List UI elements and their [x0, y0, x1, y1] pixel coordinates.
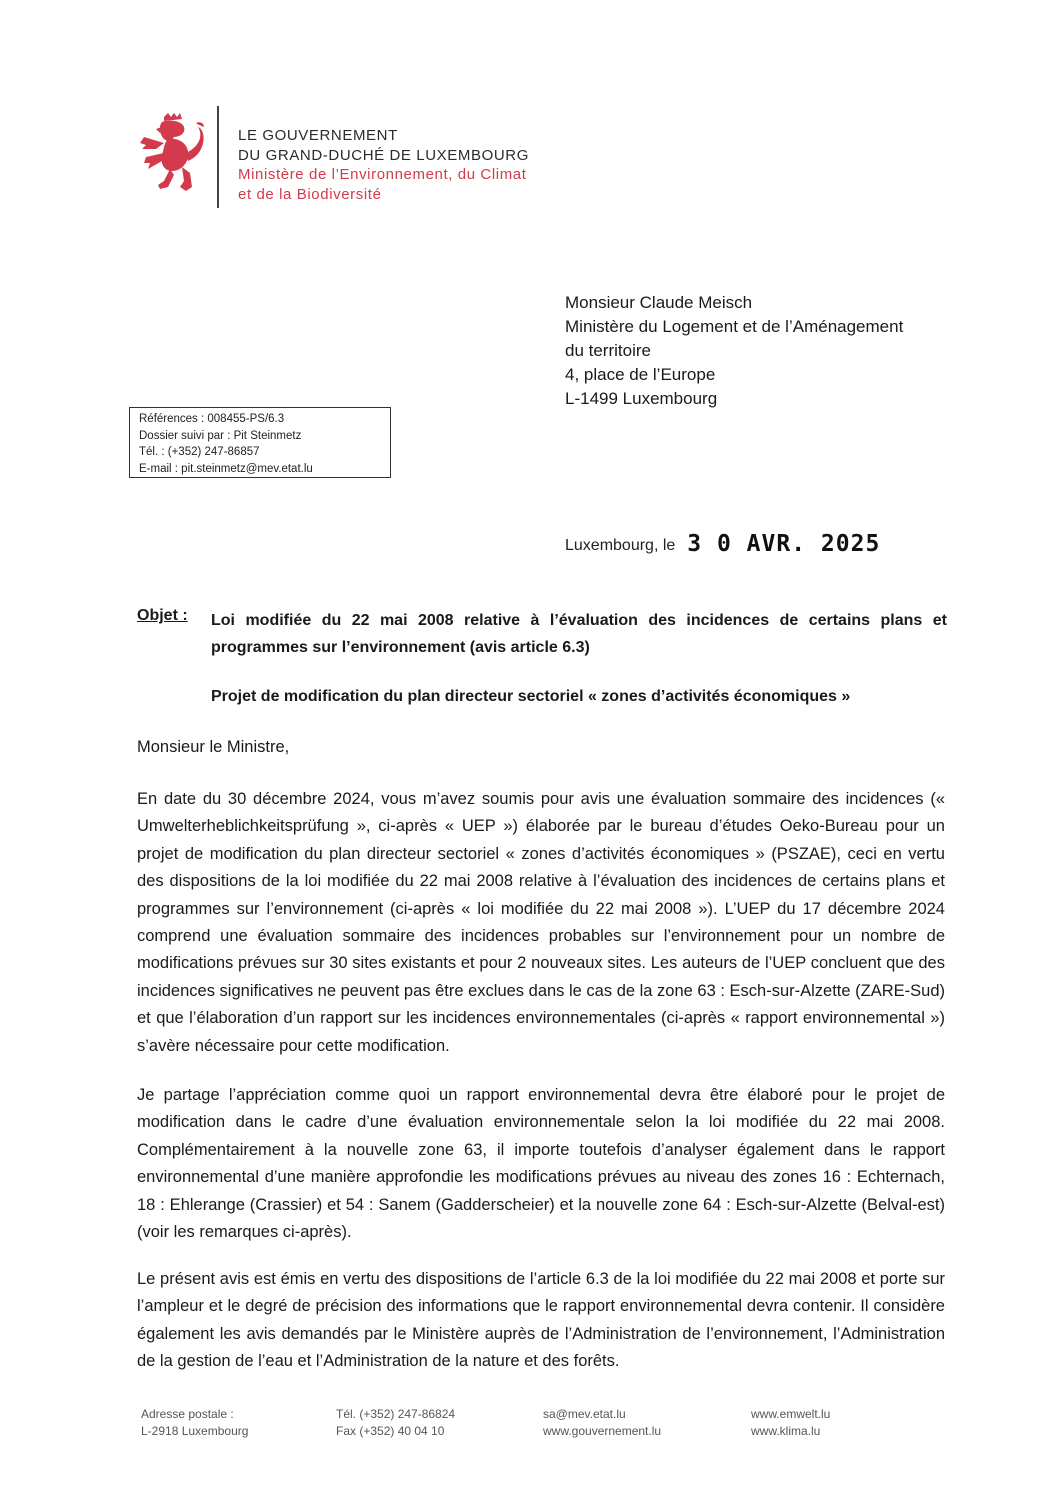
footer-web-gouvernement: www.gouvernement.lu: [543, 1424, 662, 1438]
footer-web-emwelt: www.emwelt.lu: [751, 1407, 831, 1421]
footer-tel: Tél. (+352) 247-86824: [336, 1407, 456, 1421]
ministry-line-1: Ministère de l’Environnement, du Climat: [238, 166, 527, 183]
gov-line-2: DU GRAND-DUCHÉ DE LUXEMBOURG: [238, 146, 529, 164]
date-stamp: 3 0 AVR. 2025: [687, 531, 881, 557]
body-paragraph-2: Je partage l’appréciation comme quoi un rapport environnemental devra être élaboré pour le projet de modification dans le cadre d’une évaluation environnementale selon la loi modifiée du 22 mai 2008. Complémentairement à la nouvelle zone 63, il importe toutefois d’analyser également dans le rapport environnemental d’une manière approfondie les modifications prévues au niveau des zones 16 : Echternach, 18 : Ehlerange (Crassier) et 54 : Sanem (Gadderscheier) et la nouvelle zone 64 : Esch-sur-Alzette (Belval-est) (voir les remarques ci-après).: [137, 1086, 945, 1242]
footer-address-label: Adresse postale :: [141, 1407, 234, 1421]
reference-email: E-mail : pit.steinmetz@mev.etat.lu: [139, 462, 313, 475]
objet-projet: Projet de modification du plan directeur sectoriel « zones d’activités économiques »: [211, 688, 851, 705]
footer-address-city: L-2918 Luxembourg: [141, 1424, 249, 1438]
ministry-line-2: et de la Biodiversité: [238, 185, 382, 203]
recipient-city: L-1499 Luxembourg: [565, 389, 718, 408]
recipient-street: 4, place de l’Europe: [565, 365, 716, 384]
body-paragraph-1: En date du 30 décembre 2024, vous m’avez soumis pour avis une évaluation sommaire des incidences (« Umwelterheblichkeitsprüfung », ci-après « UEP ») élaborée par le bureau d’études Oeko-Bureau pour un projet de modification du plan directeur sectoriel « zones d’activités économiques » (PSZAE), ceci en vertu des dispositions de la loi modifiée du 22 mai 2008 relative à l’évaluation des incidences de certains plans et programmes sur l’environnement (ci-après « loi modifiée du 22 mai 2008 »). L’UEP du 17 décembre 2024 comprend une évaluation sommaire des incidences probables sur l’environnement pour un nombre de modifications prévues sur 30 sites existants et pour 2 nouveaux sites. Les auteurs de l’UEP concluent que des incidences significatives ne peuvent pas être exclues dans le cas de la zone 63 : Esch-sur-Alzette (ZARE-Sud) et que l’élaboration d’un rapport sur les incidences environnementales (ci-après « rapport environnemental ») s’avère nécessaire pour cette modification.: [137, 790, 945, 1055]
reference-dossier: Dossier suivi par : Pit Steinmetz: [139, 429, 302, 442]
issuer-block: [238, 126, 529, 204]
reference-tel: Tél. : (+352) 247-86857: [139, 446, 260, 458]
reference-number: Références : 008455-PS/6.3: [139, 413, 285, 425]
header-divider: [217, 106, 219, 208]
salutation: Monsieur le Ministre,: [137, 738, 290, 756]
footer-web-klima: www.klima.lu: [751, 1424, 821, 1438]
footer-address: [141, 1406, 248, 1440]
gov-line-1: LE GOUVERNEMENT: [238, 127, 398, 144]
recipient-name: Monsieur Claude Meisch: [565, 293, 753, 312]
date-prefix: Luxembourg, le: [565, 537, 676, 554]
date-line: [565, 530, 880, 556]
red-lion-icon: [134, 113, 206, 193]
recipient-org-2: du territoire: [565, 341, 651, 360]
body-paragraph-3: Le présent avis est émis en vertu des dispositions de l’article 6.3 de la loi modifiée du 22 mai 2008 et porte sur l’ampleur et le degré de précision des informations que le rapport environnemental devra contenir. Il considère également les avis demandés par le Ministère auprès de l’Administration de l’environnement, l’Administration de la gestion de l’eau et l’Administration de la nature et des forêts.: [137, 1270, 945, 1371]
footer-email: sa@mev.etat.lu: [543, 1407, 626, 1421]
footer-fax: Fax (+352) 40 04 10: [336, 1424, 445, 1438]
footer-phone: [336, 1406, 455, 1440]
objet-text: Loi modifiée du 22 mai 2008 relative à l’évaluation des incidences de certains plans et programmes sur l’environnement (avis article 6.3): [211, 612, 947, 656]
objet-label: Objet :: [137, 607, 188, 624]
reference-box: [129, 407, 391, 478]
footer-contact: [543, 1406, 661, 1440]
recipient-address: [565, 291, 903, 411]
footer-web: [751, 1406, 830, 1440]
recipient-org-1: Ministère du Logement et de l’Aménagement: [565, 317, 904, 336]
